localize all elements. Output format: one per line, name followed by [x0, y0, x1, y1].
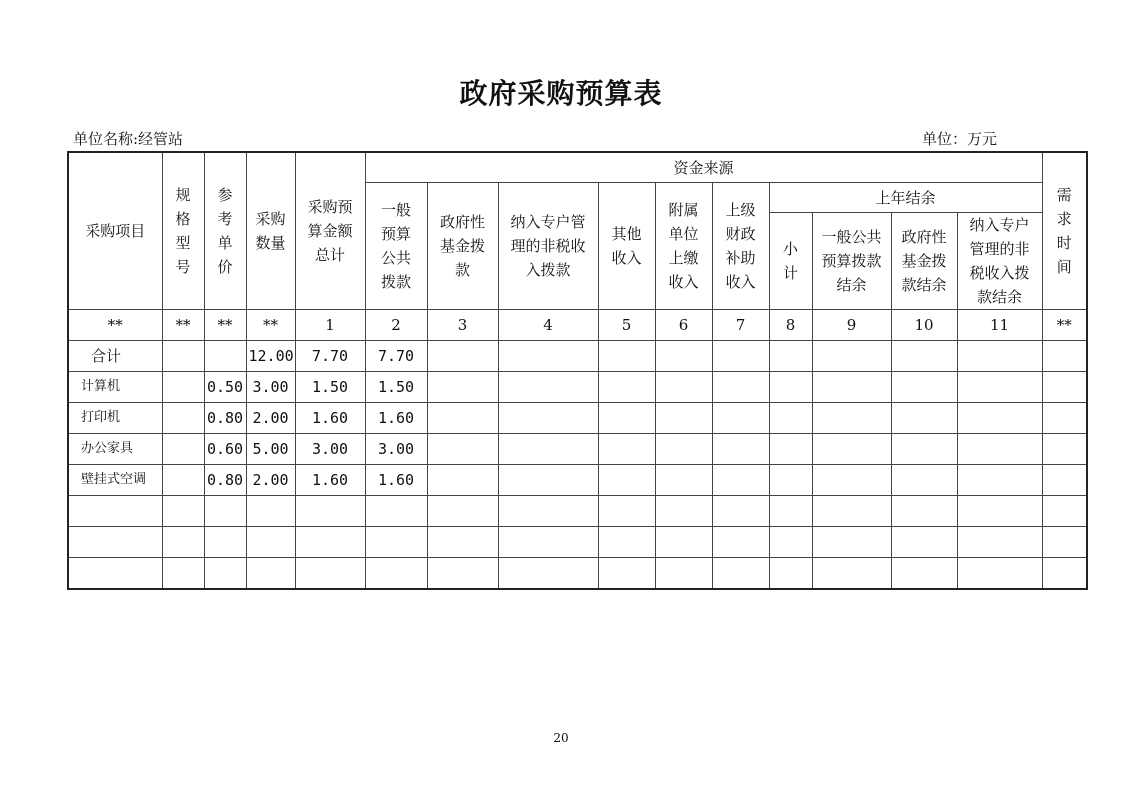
- empty-cell: [769, 465, 812, 496]
- header-quantity: 采购 数量: [246, 152, 295, 310]
- quantity-cell: 2.00: [246, 403, 295, 434]
- index-cell: **: [1042, 310, 1087, 341]
- total-cell: 7.70: [295, 341, 365, 372]
- empty-cell: [655, 496, 712, 527]
- header-affiliate: 附属 单位 上缴 收入: [655, 183, 712, 310]
- price-cell: 0.80: [204, 403, 246, 434]
- quantity-cell: 3.00: [246, 372, 295, 403]
- index-cell: **: [68, 310, 162, 341]
- header-funding-source: 资金来源: [365, 152, 1042, 183]
- empty-cell: [655, 434, 712, 465]
- general-budget-cell: 1.60: [365, 403, 427, 434]
- item-cell: [68, 558, 162, 590]
- index-cell: 1: [295, 310, 365, 341]
- empty-cell: [498, 527, 598, 558]
- header-superior: 上级 财政 补助 收入: [712, 183, 769, 310]
- empty-cell: [598, 434, 655, 465]
- spec-cell: [162, 403, 204, 434]
- empty-cell: [769, 527, 812, 558]
- index-cell: 2: [365, 310, 427, 341]
- empty-cell: [655, 558, 712, 590]
- general-budget-cell: 7.70: [365, 341, 427, 372]
- spec-cell: [162, 558, 204, 590]
- empty-cell: [769, 434, 812, 465]
- general-budget-cell: [365, 496, 427, 527]
- quantity-cell: [246, 527, 295, 558]
- empty-cell: [891, 403, 957, 434]
- empty-cell: [427, 496, 498, 527]
- empty-cell: [769, 558, 812, 590]
- item-cell: 办公家具: [68, 434, 162, 465]
- total-cell: 1.50: [295, 372, 365, 403]
- empty-cell: [498, 465, 598, 496]
- index-cell: 3: [427, 310, 498, 341]
- empty-cell: [957, 496, 1042, 527]
- table-row: [68, 434, 1087, 465]
- empty-cell: [812, 496, 891, 527]
- spec-cell: [162, 434, 204, 465]
- currency-unit: 单位：万元: [922, 130, 998, 148]
- empty-cell: [712, 465, 769, 496]
- page-title: 政府采购预算表: [459, 77, 663, 110]
- general-budget-cell: [365, 558, 427, 590]
- empty-cell: [812, 527, 891, 558]
- empty-cell: [712, 558, 769, 590]
- general-budget-cell: 1.60: [365, 465, 427, 496]
- table-row: [68, 465, 1087, 496]
- table-row: [68, 527, 1087, 558]
- total-cell: 3.00: [295, 434, 365, 465]
- item-cell: 壁挂式空调: [68, 465, 162, 496]
- empty-cell: [712, 434, 769, 465]
- price-cell: 0.50: [204, 372, 246, 403]
- empty-cell: [957, 465, 1042, 496]
- empty-cell: [1042, 341, 1087, 372]
- quantity-cell: 5.00: [246, 434, 295, 465]
- empty-cell: [598, 527, 655, 558]
- empty-cell: [712, 403, 769, 434]
- empty-cell: [598, 372, 655, 403]
- total-cell: [295, 527, 365, 558]
- empty-cell: [891, 527, 957, 558]
- page-number: 20: [553, 731, 569, 745]
- empty-cell: [812, 341, 891, 372]
- unit-name: 单位名称:经管站: [73, 130, 184, 148]
- table-row: [68, 403, 1087, 434]
- index-cell: 8: [769, 310, 812, 341]
- spec-cell: [162, 465, 204, 496]
- header-prior-gov-fund: 政府性 基金拨 款结余: [891, 213, 957, 310]
- total-cell: [295, 496, 365, 527]
- total-cell: [295, 558, 365, 590]
- quantity-cell: 2.00: [246, 465, 295, 496]
- general-budget-cell: 1.50: [365, 372, 427, 403]
- empty-cell: [498, 403, 598, 434]
- empty-cell: [812, 372, 891, 403]
- header-gov-fund: 政府性 基金拨 款: [427, 183, 498, 310]
- price-cell: [204, 341, 246, 372]
- empty-cell: [1042, 527, 1087, 558]
- spec-cell: [162, 527, 204, 558]
- price-cell: [204, 496, 246, 527]
- empty-cell: [891, 341, 957, 372]
- header-prior-balance: 上年结余: [769, 183, 1042, 213]
- item-cell: [68, 496, 162, 527]
- header-demand-time: 需 求 时 间: [1042, 152, 1087, 310]
- empty-cell: [957, 372, 1042, 403]
- empty-cell: [498, 558, 598, 590]
- quantity-cell: [246, 558, 295, 590]
- price-cell: [204, 558, 246, 590]
- empty-cell: [712, 527, 769, 558]
- empty-cell: [769, 496, 812, 527]
- index-cell: 6: [655, 310, 712, 341]
- empty-cell: [891, 496, 957, 527]
- item-cell: 合计: [68, 341, 162, 372]
- empty-cell: [427, 434, 498, 465]
- empty-cell: [957, 558, 1042, 590]
- empty-cell: [498, 434, 598, 465]
- empty-cell: [769, 372, 812, 403]
- empty-cell: [498, 496, 598, 527]
- table-row: [68, 558, 1087, 590]
- empty-cell: [812, 465, 891, 496]
- index-cell: 7: [712, 310, 769, 341]
- empty-cell: [957, 434, 1042, 465]
- spec-cell: [162, 341, 204, 372]
- table-row: [68, 496, 1087, 527]
- index-cell: **: [246, 310, 295, 341]
- empty-cell: [712, 496, 769, 527]
- empty-cell: [598, 341, 655, 372]
- empty-cell: [655, 465, 712, 496]
- empty-cell: [598, 558, 655, 590]
- empty-cell: [598, 465, 655, 496]
- empty-cell: [1042, 465, 1087, 496]
- header-other-income: 其他 收入: [598, 183, 655, 310]
- empty-cell: [427, 341, 498, 372]
- procurement-budget-table: [67, 151, 1088, 590]
- empty-cell: [1042, 496, 1087, 527]
- spec-cell: [162, 496, 204, 527]
- index-cell: 11: [957, 310, 1042, 341]
- general-budget-cell: 3.00: [365, 434, 427, 465]
- item-cell: [68, 527, 162, 558]
- header-total: 采购预 算金额 总计: [295, 152, 365, 310]
- price-cell: [204, 527, 246, 558]
- price-cell: 0.60: [204, 434, 246, 465]
- total-cell: 1.60: [295, 465, 365, 496]
- total-row: [68, 341, 1087, 372]
- empty-cell: [769, 341, 812, 372]
- empty-cell: [1042, 403, 1087, 434]
- quantity-cell: 12.00: [246, 341, 295, 372]
- total-cell: 1.60: [295, 403, 365, 434]
- header-prior-non-tax: 纳入专户 管理的非 税收入拨 款结余: [957, 213, 1042, 310]
- empty-cell: [655, 341, 712, 372]
- empty-cell: [655, 527, 712, 558]
- empty-cell: [427, 558, 498, 590]
- item-cell: 计算机: [68, 372, 162, 403]
- index-cell: **: [204, 310, 246, 341]
- empty-cell: [957, 403, 1042, 434]
- empty-cell: [891, 372, 957, 403]
- header-general-budget: 一般 预算 公共 拨款: [365, 183, 427, 310]
- empty-cell: [655, 403, 712, 434]
- empty-cell: [655, 372, 712, 403]
- empty-cell: [598, 496, 655, 527]
- empty-cell: [712, 372, 769, 403]
- price-cell: 0.80: [204, 465, 246, 496]
- header-item: 采购项目: [68, 152, 162, 310]
- header-ref-price: 参 考 单 价: [204, 152, 246, 310]
- header-prior-general: 一般公共 预算拨款 结余: [812, 213, 891, 310]
- empty-cell: [812, 434, 891, 465]
- index-cell: **: [162, 310, 204, 341]
- empty-cell: [1042, 558, 1087, 590]
- header-spec: 规 格 型 号: [162, 152, 204, 310]
- empty-cell: [812, 403, 891, 434]
- empty-cell: [891, 558, 957, 590]
- empty-cell: [1042, 372, 1087, 403]
- empty-cell: [427, 527, 498, 558]
- empty-cell: [498, 372, 598, 403]
- item-cell: 打印机: [68, 403, 162, 434]
- empty-cell: [957, 341, 1042, 372]
- spec-cell: [162, 372, 204, 403]
- header-subtotal: 小 计: [769, 213, 812, 310]
- table-row: [68, 372, 1087, 403]
- empty-cell: [598, 403, 655, 434]
- empty-cell: [891, 434, 957, 465]
- empty-cell: [1042, 434, 1087, 465]
- index-row: [68, 310, 1087, 341]
- index-cell: 5: [598, 310, 655, 341]
- empty-cell: [891, 465, 957, 496]
- empty-cell: [427, 465, 498, 496]
- empty-cell: [957, 527, 1042, 558]
- empty-cell: [712, 341, 769, 372]
- empty-cell: [812, 558, 891, 590]
- header-non-tax: 纳入专户管 理的非税收 入拨款: [498, 183, 598, 310]
- general-budget-cell: [365, 527, 427, 558]
- empty-cell: [769, 403, 812, 434]
- empty-cell: [427, 403, 498, 434]
- index-cell: 9: [812, 310, 891, 341]
- empty-cell: [427, 372, 498, 403]
- index-cell: 4: [498, 310, 598, 341]
- empty-cell: [498, 341, 598, 372]
- quantity-cell: [246, 496, 295, 527]
- index-cell: 10: [891, 310, 957, 341]
